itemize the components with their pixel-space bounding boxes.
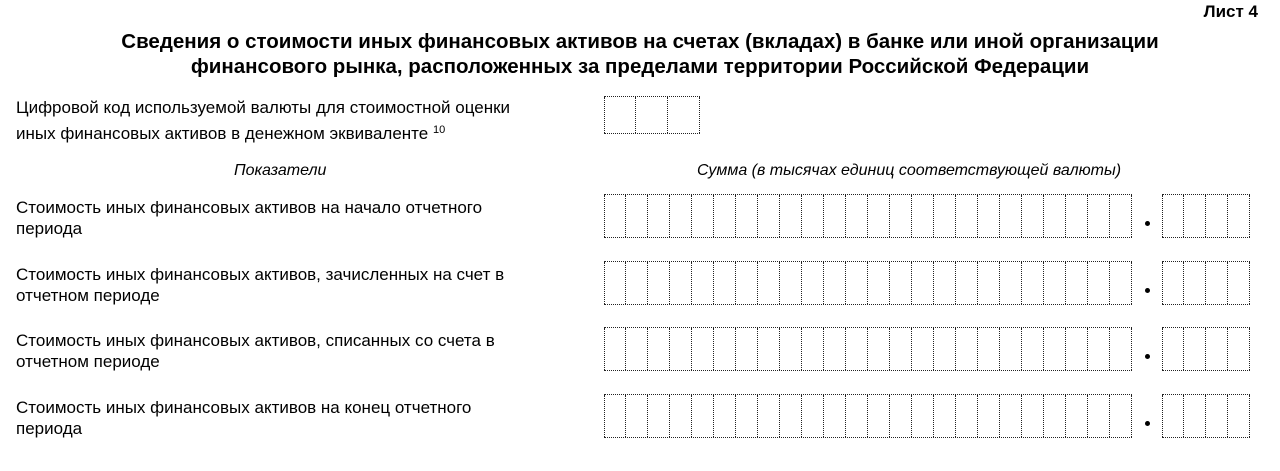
digit-cell[interactable]: [692, 395, 714, 437]
row-label-start-value: [16, 197, 586, 239]
digit-cell[interactable]: [846, 395, 868, 437]
digit-cell[interactable]: [1088, 195, 1110, 237]
currency-code-label-line-2-text: иных финансовых активов в денежном эквиваленте: [16, 124, 429, 143]
digit-cell[interactable]: [802, 328, 824, 370]
sheet-label: Лист 4: [1203, 2, 1258, 21]
digit-cell[interactable]: [758, 262, 780, 304]
row-label-end-value: [16, 397, 586, 439]
digit-cell[interactable]: [1228, 262, 1250, 304]
digit-cell[interactable]: [802, 395, 824, 437]
digit-cell[interactable]: [1184, 328, 1206, 370]
digit-cell[interactable]: [758, 395, 780, 437]
digit-cell[interactable]: [1162, 195, 1184, 237]
amount-integer-field-credited[interactable]: [604, 261, 1132, 305]
digit-cell[interactable]: [1184, 262, 1206, 304]
digit-cell[interactable]: [648, 328, 670, 370]
digit-cell[interactable]: [1110, 195, 1132, 237]
amount-integer-field-end[interactable]: [604, 394, 1132, 438]
decimal-separator: [1145, 354, 1150, 359]
digit-cell[interactable]: [1088, 395, 1110, 437]
currency-code-label-line-2: [16, 119, 586, 145]
digit-cell[interactable]: [912, 195, 934, 237]
digit-cell[interactable]: [890, 328, 912, 370]
digit-cell[interactable]: [648, 262, 670, 304]
digit-cell[interactable]: [1066, 395, 1088, 437]
digit-cell[interactable]: [934, 395, 956, 437]
digit-cell[interactable]: [934, 195, 956, 237]
digit-cell[interactable]: [824, 262, 846, 304]
digit-cell[interactable]: [956, 262, 978, 304]
code-cell[interactable]: [668, 97, 700, 133]
digit-cell[interactable]: [692, 262, 714, 304]
amount-fraction-field-credited[interactable]: [1162, 261, 1250, 305]
digit-cell[interactable]: [692, 328, 714, 370]
digit-cell[interactable]: [868, 395, 890, 437]
digit-cell[interactable]: [780, 262, 802, 304]
decimal-separator: [1145, 288, 1150, 293]
digit-cell[interactable]: [626, 195, 648, 237]
digit-cell[interactable]: [846, 328, 868, 370]
currency-code-label-line-1: Цифровой код используемой валюты для стоимостной оценки: [16, 98, 511, 117]
amount-fraction-field-debited[interactable]: [1162, 327, 1250, 371]
code-cell[interactable]: [636, 97, 668, 133]
digit-cell[interactable]: [1206, 262, 1228, 304]
row-label-line-1: Стоимость иных финансовых активов, списанных со счета в: [16, 331, 495, 350]
digit-cell[interactable]: [1066, 328, 1088, 370]
digit-cell[interactable]: [912, 395, 934, 437]
digit-cell[interactable]: [934, 328, 956, 370]
digit-cell[interactable]: [1088, 262, 1110, 304]
digit-cell[interactable]: [714, 328, 736, 370]
digit-cell[interactable]: [1000, 262, 1022, 304]
digit-cell[interactable]: [670, 195, 692, 237]
column-header-amount: Сумма (в тысячах единиц соответствующей валюты): [697, 162, 1122, 179]
digit-cell[interactable]: [978, 395, 1000, 437]
digit-cell[interactable]: [824, 395, 846, 437]
digit-cell[interactable]: [1206, 195, 1228, 237]
amount-fraction-field-start[interactable]: [1162, 194, 1250, 238]
digit-cell[interactable]: [1206, 328, 1228, 370]
digit-cell[interactable]: [1228, 395, 1250, 437]
digit-cell[interactable]: [780, 195, 802, 237]
digit-cell[interactable]: [604, 262, 626, 304]
digit-cell[interactable]: [1044, 395, 1066, 437]
digit-cell[interactable]: [1022, 395, 1044, 437]
currency-code-field[interactable]: [604, 96, 700, 134]
digit-cell[interactable]: [802, 262, 824, 304]
row-label-line-2: отчетном периоде: [16, 286, 160, 305]
digit-cell[interactable]: [780, 395, 802, 437]
row-label-line-1: Стоимость иных финансовых активов, зачисленных на счет в: [16, 265, 505, 284]
row-label-line-2: периода: [16, 419, 83, 438]
digit-cell[interactable]: [1022, 195, 1044, 237]
digit-cell[interactable]: [912, 262, 934, 304]
row-label-credited: [16, 264, 586, 306]
digit-cell[interactable]: [1162, 395, 1184, 437]
digit-cell[interactable]: [1088, 328, 1110, 370]
digit-cell[interactable]: [1022, 328, 1044, 370]
digit-cell[interactable]: [868, 195, 890, 237]
digit-cell[interactable]: [1044, 262, 1066, 304]
row-label-line-2: отчетном периоде: [16, 352, 160, 371]
page-title: [40, 29, 1240, 79]
digit-cell[interactable]: [846, 262, 868, 304]
digit-cell[interactable]: [736, 395, 758, 437]
digit-cell[interactable]: [1110, 395, 1132, 437]
digit-cell[interactable]: [1162, 262, 1184, 304]
digit-cell[interactable]: [934, 262, 956, 304]
row-label-line-1: Стоимость иных финансовых активов на начало отчетного: [16, 198, 483, 217]
digit-cell[interactable]: [1000, 195, 1022, 237]
digit-cell[interactable]: [1228, 328, 1250, 370]
digit-cell[interactable]: [626, 328, 648, 370]
digit-cell[interactable]: [890, 395, 912, 437]
digit-cell[interactable]: [1066, 195, 1088, 237]
decimal-separator: [1145, 421, 1150, 426]
digit-cell[interactable]: [1000, 395, 1022, 437]
digit-cell[interactable]: [758, 328, 780, 370]
digit-cell[interactable]: [978, 328, 1000, 370]
digit-cell[interactable]: [890, 195, 912, 237]
digit-cell[interactable]: [824, 195, 846, 237]
digit-cell[interactable]: [670, 395, 692, 437]
digit-cell[interactable]: [868, 262, 890, 304]
digit-cell[interactable]: [1044, 328, 1066, 370]
row-label-line-1: Стоимость иных финансовых активов на конец отчетного: [16, 398, 472, 417]
digit-cell[interactable]: [956, 328, 978, 370]
row-label-debited: [16, 330, 586, 372]
digit-cell[interactable]: [604, 195, 626, 237]
digit-cell[interactable]: [604, 395, 626, 437]
code-cell[interactable]: [604, 97, 636, 133]
page-title-line-2: финансового рынка, расположенных за пределами территории Российской Федерации: [190, 55, 1090, 78]
digit-cell[interactable]: [736, 195, 758, 237]
digit-cell[interactable]: [648, 195, 670, 237]
digit-cell[interactable]: [1110, 328, 1132, 370]
digit-cell[interactable]: [912, 328, 934, 370]
digit-cell[interactable]: [1206, 395, 1228, 437]
digit-cell[interactable]: [780, 328, 802, 370]
digit-cell[interactable]: [1110, 262, 1132, 304]
digit-cell[interactable]: [736, 328, 758, 370]
digit-cell[interactable]: [1000, 328, 1022, 370]
currency-code-label: [16, 96, 586, 145]
row-label-line-2: периода: [16, 219, 83, 238]
digit-cell[interactable]: [1228, 195, 1250, 237]
digit-cell[interactable]: [648, 395, 670, 437]
digit-cell[interactable]: [956, 395, 978, 437]
amount-integer-field-start[interactable]: [604, 194, 1132, 238]
footnote-marker: 10: [432, 124, 446, 136]
digit-cell[interactable]: [670, 262, 692, 304]
digit-cell[interactable]: [714, 195, 736, 237]
digit-cell[interactable]: [1066, 262, 1088, 304]
digit-cell[interactable]: [868, 328, 890, 370]
digit-cell[interactable]: [824, 328, 846, 370]
digit-cell[interactable]: [1184, 395, 1206, 437]
digit-cell[interactable]: [1184, 195, 1206, 237]
digit-cell[interactable]: [626, 262, 648, 304]
digit-cell[interactable]: [604, 328, 626, 370]
amount-integer-field-debited[interactable]: [604, 327, 1132, 371]
digit-cell[interactable]: [978, 195, 1000, 237]
digit-cell[interactable]: [846, 195, 868, 237]
digit-cell[interactable]: [692, 195, 714, 237]
column-header-indicators: Показатели: [234, 162, 327, 179]
page-title-line-1: Сведения о стоимости иных финансовых активов на счетах (вкладах) в банке или иной организации: [121, 30, 1159, 53]
digit-cell[interactable]: [802, 195, 824, 237]
digit-cell[interactable]: [890, 262, 912, 304]
digit-cell[interactable]: [758, 195, 780, 237]
digit-cell[interactable]: [626, 395, 648, 437]
digit-cell[interactable]: [714, 395, 736, 437]
digit-cell[interactable]: [1162, 328, 1184, 370]
digit-cell[interactable]: [736, 262, 758, 304]
digit-cell[interactable]: [978, 262, 1000, 304]
digit-cell[interactable]: [1022, 262, 1044, 304]
digit-cell[interactable]: [1044, 195, 1066, 237]
digit-cell[interactable]: [670, 328, 692, 370]
digit-cell[interactable]: [956, 195, 978, 237]
decimal-separator: [1145, 221, 1150, 226]
digit-cell[interactable]: [714, 262, 736, 304]
amount-fraction-field-end[interactable]: [1162, 394, 1250, 438]
